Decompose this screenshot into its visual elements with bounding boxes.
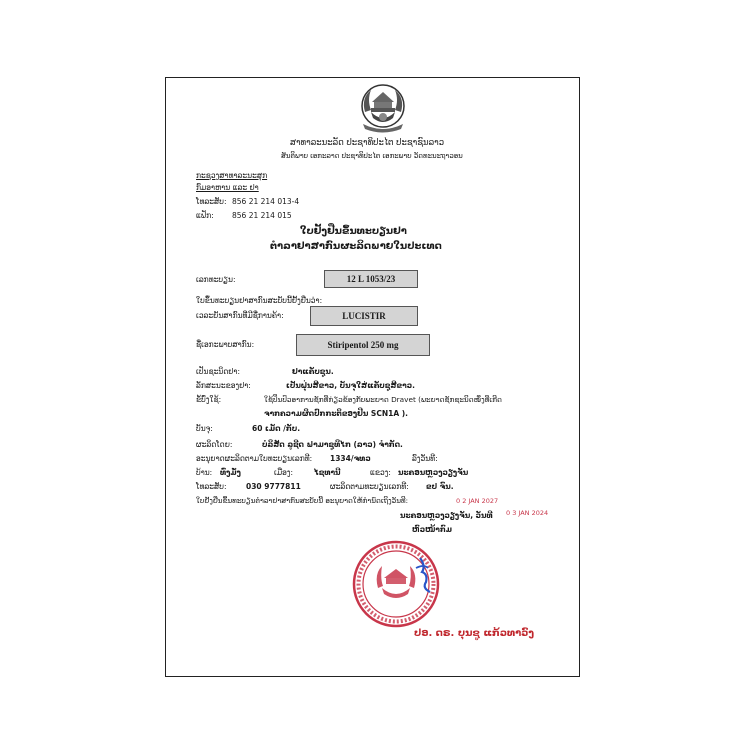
official-seal-icon: [350, 538, 442, 630]
law-label: ຜະລິດຕາມທະບຽນເລກທີ:: [330, 482, 409, 491]
district-value: ໄຊທານີ: [314, 468, 341, 477]
license-date-label: ລົງວັນທີ:: [412, 454, 438, 463]
reg-no-value: 12 L 1053/23: [324, 270, 418, 288]
certify-text: ໃບຂຶ້ນທະບຽນຢາສາກົນສະບັບນີ້ຢັ້ງຢືນວ່າ:: [196, 296, 323, 305]
pack-label: ບັນຈຸ:: [196, 424, 213, 433]
signatory-name: ປອ. ດຣ. ບຸນຊູ ແກ້ວທາວົງ: [414, 628, 535, 639]
ministry-tel: 856 21 214 013-4: [232, 197, 300, 206]
form-label: ລັກສະນະຂອງຢາ:: [196, 381, 251, 390]
pack-value: 60 ເມັດ /ກັບ.: [252, 424, 301, 433]
manufacturer-value: ບໍລິສັດ ລູຊີດ ຟາມາຊູທິໄກ (ລາວ) ຈຳກັດ.: [262, 440, 403, 449]
category-value: ຢາແຄັບຊູນ.: [292, 367, 334, 376]
indication-label: ຂໍ້ບົ່ງໃຊ້:: [196, 395, 222, 404]
manufacturer-label: ຜະລິດໂດຍ:: [196, 440, 233, 449]
village-value: ທົ່ງມັ່ງ: [220, 468, 241, 477]
validity-text: ໃບຢັ້ງຢືນຂຶ້ນທະບຽນຕຳລາຢາສາກົນສະບັບນີ້ ອະນຸຍາດໃຫ້ກຳນົດເຖິງວັນທີ:: [196, 496, 409, 505]
trade-name-value: LUCISTIR: [310, 306, 418, 326]
title-line1: ໃບຢັ້ງຢືນຂຶ້ນທະບຽນຢາ: [300, 226, 407, 237]
issue-date-stamp: 0 3 JAN 2024: [506, 509, 549, 517]
indication-line2: ຈາກຄວາມຜິດປົກກະຕິຂອງຢີນ SCN1A ).: [264, 409, 409, 418]
form-value: ເປັນຝຸ່ນສີຂາວ, ບັນຈຸໃສ່ແຄັບຊູສີຂາວ.: [286, 381, 415, 390]
validity-date-stamp: 0 2 JAN 2027: [456, 497, 499, 505]
signer-title: ຫົວໜ້າກົມ: [412, 525, 453, 534]
department-name: ກົມອາຫານ ແລະ ຢາ: [196, 183, 259, 192]
title-line2: ຕຳລາຢາສາກົນຜະລິດພາຍໃນປະເທດ: [270, 241, 442, 252]
ministry-tel-label: ໂທລະສັບ:: [196, 197, 227, 206]
phone-value: 030 9777811: [246, 482, 301, 491]
indication-line1: ໃຊ້ປິ່ນປົວອາການຊັກທີ່ກ່ຽວຂ້ອງກັບພະຍາດ Dravet (ພະຍາດຊັກຊະນິດໜຶ່ງທີ່ເກີດ: [264, 395, 502, 404]
state-name: ສາທາລະນະລັດ ປະຊາທິປະໄຕ ປະຊາຊົນລາວ: [290, 138, 445, 148]
ministry-name: ກະຊວງສາທາລະນະສຸກ: [196, 171, 268, 180]
trade-name-label: ເວລະຍັນສາກົນທີ່ມີຊື່ການຄ້າ:: [196, 311, 284, 320]
license-label: ອະນຸຍາດຜະລິດຕາມໃບທະບຽນເລກທີ:: [196, 454, 313, 463]
province-label: ແຂວງ:: [370, 468, 391, 477]
province-value: ນະຄອນຫຼວງວຽງຈັນ: [398, 468, 469, 477]
category-label: ເປັນຊະນິດຢາ:: [196, 367, 240, 376]
law-value: ຂປ ຈົນ.: [426, 482, 454, 491]
reg-no-label: ເລກທະບຽນ:: [196, 275, 236, 284]
state-motto: ສັນຕິພາບ ເອກະລາດ ປະຊາທິປະໄຕ ເອກະພາບ ວັດທະນະຖາວອນ: [281, 152, 463, 160]
ministry-fax-label: ແຟັກ:: [196, 211, 214, 220]
national-emblem-icon: [357, 82, 409, 134]
district-label: ເມືອງ:: [274, 468, 293, 477]
inn-label: ຊື່ເອກະພາບສາກົນ:: [196, 340, 255, 349]
phone-label: ໂທລະສັບ:: [196, 482, 227, 491]
inn-value: Stiripentol 250 mg: [296, 334, 430, 356]
license-no: 1334/ຈທວ: [330, 454, 371, 463]
village-label: ບ້ານ:: [196, 468, 213, 477]
issue-place: ນະຄອນຫຼວງວຽງຈັນ, ວັນທີ: [400, 511, 493, 520]
ministry-fax: 856 21 214 015: [232, 211, 292, 220]
